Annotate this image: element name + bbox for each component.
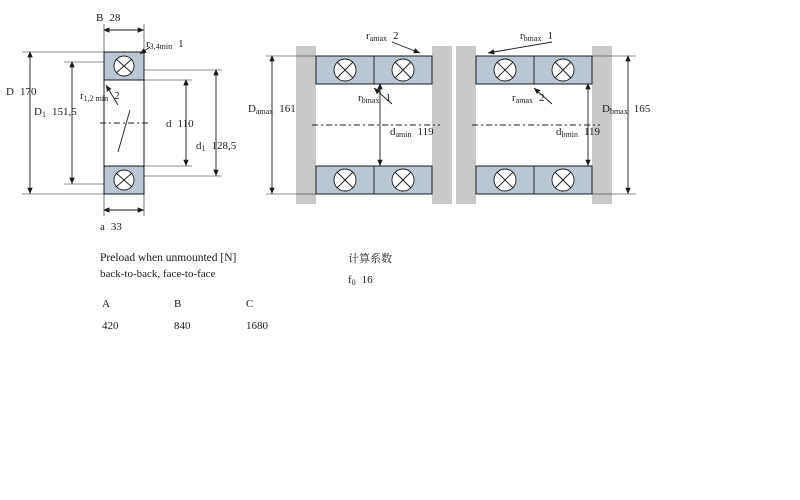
dim-label-ramax-top-left: $r_{amax}$ 2: [366, 30, 399, 43]
dim-label-r34min: $r_{3,4min}$ 1: [146, 38, 184, 51]
dim-label-Dbmax: $D_{bmax}$ 165: [602, 103, 651, 116]
table-row: [102, 320, 322, 332]
preload-title: Preload when unmounted [N]: [100, 252, 237, 264]
dim-label-D: D 170: [6, 86, 37, 98]
preload-col-header-B: B: [174, 298, 182, 310]
preload-section: [100, 252, 236, 280]
preload-subtitle: back-to-back, face-to-face: [100, 268, 216, 280]
preload-table: [102, 298, 322, 332]
preload-value-C: 1680: [246, 320, 268, 332]
dim-label-ramax-inner: $r_{amax}$ 2: [512, 92, 545, 105]
dim-label-damin: $d_{amin}$ 119: [390, 126, 434, 139]
dim-label-rbmax-top-right: $r_{bmax}$ 1: [520, 30, 553, 43]
dim-label-dbmin: $d_{bmin}$ 119: [556, 126, 601, 139]
preload-value-B: 840: [174, 320, 191, 332]
dim-label-rbmax-inner: $r_{bmax}$ 1: [358, 92, 391, 105]
preload-value-A: 420: [102, 320, 119, 332]
dim-label-B: B 28: [96, 12, 121, 24]
dim-label-Damax: $D_{amax}$ 161: [248, 103, 296, 116]
dim-label-r12min: $r_{1,2 min}$ 2: [80, 90, 120, 103]
calc-factor-row: $f_0$ 16: [348, 274, 373, 287]
preload-col-header-C: C: [246, 298, 254, 310]
dim-label-d1: $d_1$ 128,5: [196, 140, 237, 153]
dim-label-a: a 33: [100, 221, 122, 233]
dim-label-d: d 110: [166, 118, 194, 130]
dim-label-D1: $D_1$ 151,5: [34, 106, 77, 119]
preload-col-header-A: A: [102, 298, 110, 310]
calc-factor-section: [348, 250, 392, 289]
calc-factor-title: 计算系数: [348, 252, 392, 265]
